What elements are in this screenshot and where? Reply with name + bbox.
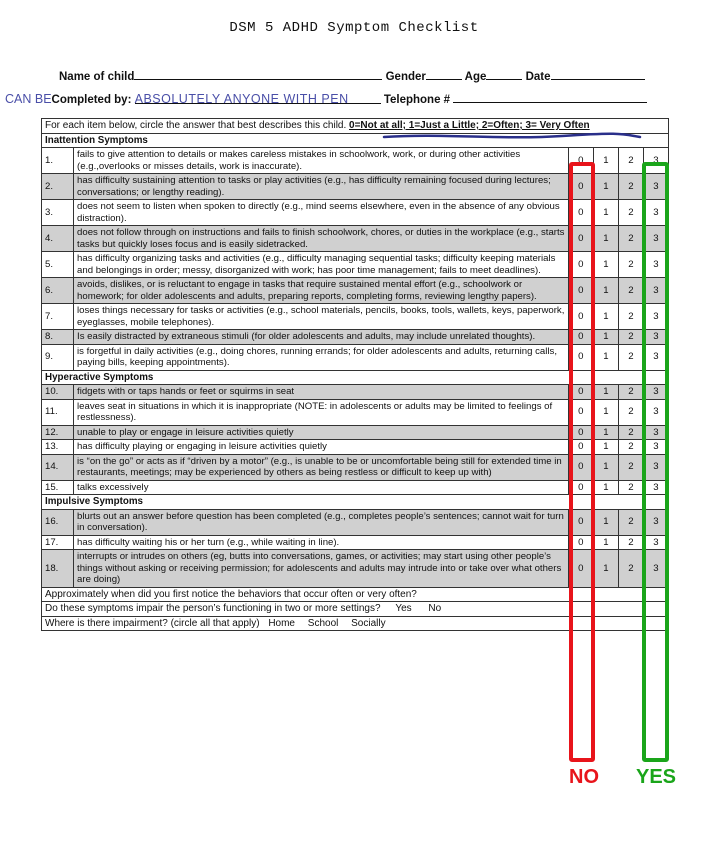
yes-annotation: YES bbox=[636, 766, 677, 788]
item-number: 3. bbox=[42, 200, 74, 226]
rating-option-1[interactable]: 1 bbox=[593, 535, 618, 550]
rating-option-2[interactable]: 2 bbox=[618, 252, 643, 278]
item-description: is forgetful in daily activities (e.g., doing chores, running errands; for older adolescents and adults, returning calls, paying bills, keeping appointments). bbox=[74, 344, 569, 370]
item-description: fidgets with or taps hands or feet or squirms in seat bbox=[74, 385, 569, 400]
rating-option-3[interactable]: 3 bbox=[643, 440, 668, 455]
rating-option-3[interactable]: 3 bbox=[643, 550, 668, 588]
child-info-line bbox=[59, 68, 645, 83]
rating-option-3[interactable]: 3 bbox=[643, 148, 668, 174]
rating-option-3[interactable]: 3 bbox=[643, 226, 668, 252]
rating-option-3[interactable]: 3 bbox=[643, 304, 668, 330]
completed-by-line bbox=[5, 91, 647, 106]
rating-option-1[interactable]: 1 bbox=[593, 304, 618, 330]
rating-option-1[interactable]: 1 bbox=[593, 148, 618, 174]
item-description: has difficulty organizing tasks and activities (e.g., difficulty managing sequential tasks; difficulty keeping materials and belongings in order; messy, disorganized with work; has poor time management; fails to meet deadlines). bbox=[74, 252, 569, 278]
rating-option-2[interactable]: 2 bbox=[618, 399, 643, 425]
item-description: interrupts or intrudes on others (eg, butts into conversations, games, or activities; may start using other people’s things without asking or receiving permission; for adolescents and adults may intrude into or take over what others are doing) bbox=[74, 550, 569, 588]
rating-option-1[interactable]: 1 bbox=[593, 278, 618, 304]
rating-option-3[interactable]: 3 bbox=[643, 535, 668, 550]
item-description: fails to give attention to details or makes careless mistakes in schoolwork, work, or during other activities (e.g.,overlooks or misses details, work is inaccurate). bbox=[74, 148, 569, 174]
rating-option-1[interactable]: 1 bbox=[593, 550, 618, 588]
item-description: does not follow through on instructions and fails to finish schoolwork, chores, or duties in the workplace (e.g., starts tasks but quickly loses focus and is easily sidetracked. bbox=[74, 226, 569, 252]
rating-option-2[interactable]: 2 bbox=[618, 535, 643, 550]
rating-option-0[interactable]: 0 bbox=[568, 399, 593, 425]
rating-option-2[interactable]: 2 bbox=[618, 200, 643, 226]
rating-option-0[interactable]: 0 bbox=[568, 535, 593, 550]
item-number: 13. bbox=[42, 440, 74, 455]
onset-question: Approximately when did you first notice the behaviors that occur often or very often? bbox=[45, 588, 417, 600]
rating-option-0[interactable]: 0 bbox=[568, 330, 593, 345]
rating-option-1[interactable]: 1 bbox=[593, 454, 618, 480]
rating-option-1[interactable]: 1 bbox=[593, 200, 618, 226]
rating-option-1[interactable]: 1 bbox=[593, 425, 618, 440]
rating-option-2[interactable]: 2 bbox=[618, 440, 643, 455]
rating-option-1[interactable]: 1 bbox=[593, 330, 618, 345]
item-number: 1. bbox=[42, 148, 74, 174]
rating-option-0[interactable]: 0 bbox=[568, 148, 593, 174]
item-description: loses things necessary for tasks or activities (e.g., school materials, pencils, books, tools, wallets, keys, paperwork, eyeglasses, mobile telephones). bbox=[74, 304, 569, 330]
item-number: 4. bbox=[42, 226, 74, 252]
item-description: is “on the go” or acts as if “driven by a motor” (e.g., is unable to be or uncomfortable being still for extended time in restaurants, meetings; may be experienced by others as being restless or difficult to keep up with) bbox=[74, 454, 569, 480]
gender-label: Gender bbox=[385, 71, 426, 83]
rating-option-3[interactable]: 3 bbox=[643, 200, 668, 226]
rating-option-3[interactable]: 3 bbox=[643, 385, 668, 400]
page-title: DSM 5 ADHD Symptom Checklist bbox=[229, 20, 479, 36]
rating-option-2[interactable]: 2 bbox=[618, 174, 643, 200]
rating-option-1[interactable]: 1 bbox=[593, 385, 618, 400]
rating-option-0[interactable]: 0 bbox=[568, 385, 593, 400]
no-annotation: NO bbox=[569, 766, 599, 788]
rating-option-0[interactable]: 0 bbox=[568, 278, 593, 304]
rating-option-2[interactable]: 2 bbox=[618, 344, 643, 370]
item-number: 8. bbox=[42, 330, 74, 345]
rating-option-1[interactable]: 1 bbox=[593, 174, 618, 200]
settings-yes-option[interactable]: Yes bbox=[395, 603, 412, 614]
gender-field[interactable] bbox=[426, 68, 462, 80]
rating-option-2[interactable]: 2 bbox=[618, 385, 643, 400]
rating-option-2[interactable]: 2 bbox=[618, 454, 643, 480]
item-description: has difficulty waiting his or her turn (e.g., while waiting in line). bbox=[74, 535, 569, 550]
rating-option-0[interactable]: 0 bbox=[568, 454, 593, 480]
item-description: avoids, dislikes, or is reluctant to engage in tasks that require sustained mental effort (e.g., schoolwork or homework; for older adolescents and adults, preparing reports, completing forms, reviewing lengthy papers). bbox=[74, 278, 569, 304]
section-header: Hyperactive Symptoms bbox=[42, 370, 669, 385]
item-number: 12. bbox=[42, 425, 74, 440]
rating-option-3[interactable]: 3 bbox=[643, 399, 668, 425]
rating-option-1[interactable]: 1 bbox=[593, 252, 618, 278]
telephone-field[interactable] bbox=[453, 91, 647, 103]
rating-option-2[interactable]: 2 bbox=[618, 148, 643, 174]
impairment-socially-option[interactable]: Socially bbox=[351, 617, 386, 629]
impairment-question: Where is there impairment? (circle all that apply) bbox=[45, 617, 260, 629]
item-number: 5. bbox=[42, 252, 74, 278]
item-number: 11. bbox=[42, 399, 74, 425]
rating-option-0[interactable]: 0 bbox=[568, 480, 593, 495]
rating-option-0[interactable]: 0 bbox=[568, 344, 593, 370]
date-field[interactable] bbox=[551, 68, 645, 80]
rating-option-0[interactable]: 0 bbox=[568, 550, 593, 588]
item-number: 6. bbox=[42, 278, 74, 304]
age-field[interactable] bbox=[486, 68, 522, 80]
rating-option-1[interactable]: 1 bbox=[593, 399, 618, 425]
impairment-school-option[interactable]: School bbox=[307, 617, 339, 629]
rating-option-3[interactable]: 3 bbox=[643, 480, 668, 495]
rating-option-1[interactable]: 1 bbox=[593, 440, 618, 455]
item-number: 18. bbox=[42, 550, 74, 588]
rating-option-0[interactable]: 0 bbox=[568, 252, 593, 278]
item-number: 7. bbox=[42, 304, 74, 330]
settings-no-option[interactable]: No bbox=[428, 603, 442, 614]
rating-option-0[interactable]: 0 bbox=[568, 174, 593, 200]
item-description: Is easily distracted by extraneous stimuli (for older adolescents and adults, may include unrelated thoughts). bbox=[74, 330, 569, 345]
settings-question: Do these symptoms impair the person’s functioning in two or more settings? bbox=[45, 603, 381, 614]
item-number: 16. bbox=[42, 509, 74, 535]
rating-option-2[interactable]: 2 bbox=[618, 304, 643, 330]
rating-option-0[interactable]: 0 bbox=[568, 440, 593, 455]
item-number: 9. bbox=[42, 344, 74, 370]
rating-option-3[interactable]: 3 bbox=[643, 174, 668, 200]
impairment-home-option[interactable]: Home bbox=[268, 617, 295, 629]
rating-scale: 0=Not at all; 1=Just a Little; 2=Often; 3= Very Often bbox=[349, 120, 590, 131]
completed-value: ABSOLUTELY ANYONE WITH PEN bbox=[134, 92, 349, 106]
rating-option-2[interactable]: 2 bbox=[618, 480, 643, 495]
rating-option-2[interactable]: 2 bbox=[618, 330, 643, 345]
instructions-text: For each item below, circle the answer that best describes this child. bbox=[45, 120, 347, 131]
completed-field[interactable] bbox=[135, 92, 381, 104]
item-description: does not seem to listen when spoken to directly (e.g., mind seems elsewhere, even in the absence of any obvious distraction). bbox=[74, 200, 569, 226]
rating-option-2[interactable]: 2 bbox=[618, 509, 643, 535]
section-header: Inattention Symptoms bbox=[42, 133, 669, 148]
rating-option-3[interactable]: 3 bbox=[643, 454, 668, 480]
rating-option-3[interactable]: 3 bbox=[643, 252, 668, 278]
no-column-highlight bbox=[569, 162, 595, 762]
item-number: 17. bbox=[42, 535, 74, 550]
rating-option-0[interactable]: 0 bbox=[568, 425, 593, 440]
rating-option-2[interactable]: 2 bbox=[618, 425, 643, 440]
item-number: 10. bbox=[42, 385, 74, 400]
rating-option-3[interactable]: 3 bbox=[643, 425, 668, 440]
name-field[interactable] bbox=[134, 68, 382, 80]
pen-underline bbox=[382, 131, 642, 141]
can-be-annotation: CAN BE bbox=[5, 92, 52, 106]
rating-option-3[interactable]: 3 bbox=[643, 509, 668, 535]
item-description: has difficulty sustaining attention to tasks or play activities (e.g., has difficulty remaining focused during lectures; conversations; or lengthy reading). bbox=[74, 174, 569, 200]
rating-option-2[interactable]: 2 bbox=[618, 550, 643, 588]
rating-option-0[interactable]: 0 bbox=[568, 200, 593, 226]
yes-column-highlight bbox=[642, 162, 669, 762]
rating-option-0[interactable]: 0 bbox=[568, 226, 593, 252]
item-number: 15. bbox=[42, 480, 74, 495]
age-label: Age bbox=[464, 71, 487, 83]
name-label: Name of child bbox=[59, 71, 135, 83]
rating-option-2[interactable]: 2 bbox=[618, 278, 643, 304]
rating-option-0[interactable]: 0 bbox=[568, 509, 593, 535]
completed-label: Completed by: bbox=[51, 94, 132, 106]
item-description: has difficulty playing or engaging in leisure activities quietly bbox=[74, 440, 569, 455]
rating-option-3[interactable]: 3 bbox=[643, 330, 668, 345]
rating-option-3[interactable]: 3 bbox=[643, 278, 668, 304]
rating-option-1[interactable]: 1 bbox=[593, 344, 618, 370]
rating-option-1[interactable]: 1 bbox=[593, 509, 618, 535]
rating-option-3[interactable]: 3 bbox=[643, 344, 668, 370]
item-description: talks excessively bbox=[74, 480, 569, 495]
rating-option-2[interactable]: 2 bbox=[618, 226, 643, 252]
rating-option-1[interactable]: 1 bbox=[593, 480, 618, 495]
rating-option-0[interactable]: 0 bbox=[568, 304, 593, 330]
date-label: Date bbox=[525, 71, 551, 83]
rating-option-1[interactable]: 1 bbox=[593, 226, 618, 252]
item-description: blurts out an answer before question has been completed (e.g., completes people’s sentences; cannot wait for turn in conversation). bbox=[74, 509, 569, 535]
item-number: 14. bbox=[42, 454, 74, 480]
item-number: 2. bbox=[42, 174, 74, 200]
item-description: unable to play or engage in leisure activities quietly bbox=[74, 425, 569, 440]
item-description: leaves seat in situations in which it is inappropriate (NOTE: in adolescents or adults may be limited to feelings of restlessness). bbox=[74, 399, 569, 425]
telephone-label: Telephone # bbox=[383, 94, 451, 106]
section-header: Impulsive Symptoms bbox=[42, 495, 669, 510]
